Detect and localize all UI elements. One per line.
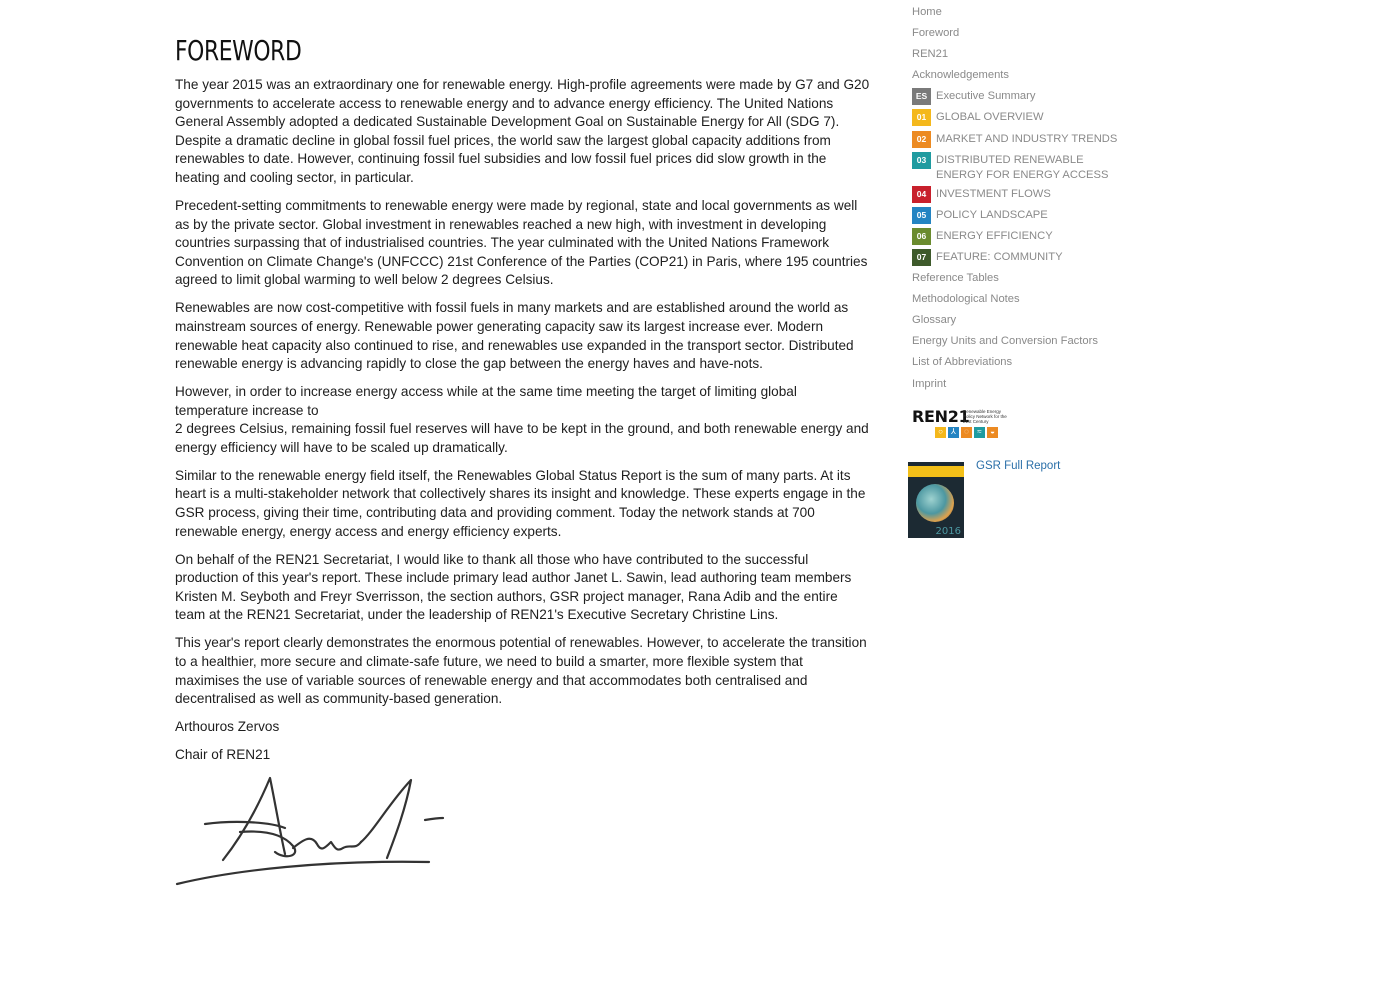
logo-tagline: Renewable Energy Policy Network for the 21st Century: [963, 408, 1007, 424]
cover-band: [908, 466, 964, 477]
nav-item-executive-summary[interactable]: [912, 88, 1152, 109]
paragraph: However, in order to increase energy access while at the same time meeting the target of limiting global temperature increase to 2 degrees Celsius, remaining fossil fuel reserves will have to be kept in the ground, and both renewable energy and energy efficiency will have to be scaled up dramatically.: [175, 384, 869, 455]
nav-label: Reference Tables: [912, 272, 999, 285]
nav-item-foreword[interactable]: [912, 25, 1152, 46]
gsr-full-report-link[interactable]: GSR Full Report: [976, 459, 1061, 472]
nav-label: Acknowledgements: [912, 69, 1010, 82]
chapter-badge: 06: [912, 228, 931, 245]
nav-item-reference-tables[interactable]: [912, 270, 1152, 291]
paragraph: The year 2015 was an extraordinary one for renewable energy. High-profile agreements were made by G7 and G20 governments to accelerate access to renewable energy and to advance energy efficiency. The United Nations General Assembly adopted a dedicated Sustainable Development Goal on Sustainable Energy for All (SDG 7). Despite a dramatic decline in global fossil fuel prices, the world saw the largest global capacity additions from renewables to date. However, continuing fossil fuel subsidies and low fossil fuel prices did slow growth in the heating and cooling sector, in particular.: [175, 77, 870, 185]
chapter-badge: 04: [912, 186, 931, 203]
nav-label: Methodological Notes: [912, 293, 1020, 306]
chapter-badge: 01: [912, 109, 931, 126]
nav-item-home[interactable]: [912, 4, 1152, 25]
paragraph: Renewables are now cost-competitive with fossil fuels in many markets and are established around the world as mainstream sources of energy. Renewable power generating capacity saw its largest increase ever. Modern renewable heat capacity also continued to rise, and renewables use expanded in the transport sector. Distributed renewable energy is advancing rapidly to close the gap between the energy haves and have-nots.: [175, 300, 854, 372]
paragraph: On behalf of the REN21 Secretariat, I would like to thank all those who have contributed to the successful production of this year's report. These include primary lead author Janet L. Sawin, lead authoring team members Kristen M. Seyboth and Freyr Sverrisson, the section authors, GSR project manager, Rana Adib and the entire team at the REN21 Secretariat, under the leadership of REN21's Executive Secretary Christine Lins.: [175, 551, 852, 623]
nav-item-feature-community[interactable]: [912, 249, 1152, 270]
nav-label: REN21: [912, 48, 949, 61]
water-icon: ≈: [974, 427, 985, 438]
page-title: FOREWORD: [175, 34, 302, 67]
nav-item-abbreviations[interactable]: [912, 354, 1152, 375]
paragraph: This year's report clearly demonstrates the enormous potential of renewables. However, to accelerate the transition to a healthier, more secure and climate-safe future, we need to build a smarter, more flexible system that maximises the use of variable sources of renewable energy and that accommodates both centralised and decentralised as well as community-based generation.: [175, 635, 867, 707]
nav-item-investment-flows[interactable]: [912, 186, 1152, 207]
sidebar-nav: [912, 4, 1152, 542]
geothermal-icon: ◒: [987, 427, 998, 438]
nav-label: INVESTMENT FLOWS: [936, 187, 1051, 200]
cover-year: 2016: [935, 525, 961, 537]
nav-item-acknowledgements[interactable]: [912, 67, 1152, 88]
chapter-badge: 07: [912, 249, 931, 266]
nav-item-methodological-notes[interactable]: [912, 291, 1152, 312]
nav-label: DISTRIBUTED RENEWABLE ENERGY FOR ENERGY ACCESS: [936, 153, 1109, 181]
nav-item-market-industry-trends[interactable]: [912, 131, 1152, 152]
ren21-logo[interactable]: [912, 407, 1152, 447]
sun-icon: ○: [935, 427, 946, 438]
paragraph: Similar to the renewable energy field itself, the Renewables Global Status Report is the sum of many parts. At its heart is a multi-stakeholder network that collectively shares its insight and knowledge. These experts engage in the GSR process, giving their time, contributing data and providing comment. Today the network stands at 700 renewable energy, energy access and energy efficiency experts.: [175, 467, 866, 539]
nav-item-global-overview[interactable]: [912, 109, 1152, 130]
nav-label: Imprint: [912, 377, 947, 390]
gsr-full-report: [912, 459, 1152, 542]
nav-label: Executive Summary: [936, 90, 1036, 103]
nav-item-imprint[interactable]: [912, 376, 1152, 397]
nav-item-policy-landscape[interactable]: [912, 207, 1152, 228]
chapter-badge: 03: [912, 152, 931, 169]
bio-icon: ◌: [961, 427, 972, 438]
chapter-badge: ES: [912, 88, 931, 105]
logo-wordmark: REN21: [912, 406, 970, 426]
nav-label: MARKET AND INDUSTRY TRENDS: [936, 132, 1118, 145]
nav-label: Glossary: [912, 314, 957, 327]
nav-item-ren21[interactable]: [912, 46, 1152, 67]
wind-icon: ⅄: [948, 427, 959, 438]
chapter-badge: 02: [912, 131, 931, 148]
nav-label: POLICY LANDSCAPE: [936, 208, 1048, 221]
nav-item-distributed-renewable-energy[interactable]: [912, 152, 1152, 186]
author-role: Chair of REN21: [175, 747, 271, 763]
nav-label: FEATURE: COMMUNITY: [936, 250, 1063, 263]
nav-label: List of Abbreviations: [912, 356, 1013, 369]
main-content: [175, 30, 870, 892]
globe-image: [916, 484, 954, 522]
signature: [175, 772, 455, 892]
nav-item-glossary[interactable]: [912, 312, 1152, 333]
report-cover-image[interactable]: [908, 462, 964, 538]
nav-item-energy-units[interactable]: [912, 333, 1152, 354]
nav-label: GLOBAL OVERVIEW: [936, 111, 1044, 124]
nav-label: Energy Units and Conversion Factors: [912, 335, 1098, 348]
nav-label: Home: [912, 6, 942, 18]
logo-icons: [935, 427, 998, 438]
author-name: Arthouros Zervos: [175, 719, 280, 735]
nav-label: ENERGY EFFICIENCY: [936, 229, 1053, 242]
nav-item-energy-efficiency[interactable]: [912, 228, 1152, 249]
nav-label: Foreword: [912, 27, 960, 40]
paragraph: Precedent-setting commitments to renewable energy were made by regional, state and local governments as well as by the private sector. Global investment in renewables reached a new high, with investment in developing countries surpassing that of industrialised countries. The year culminated with the United Nations Framework Convention on Climate Change's (UNFCCC) 21st Conference of the Parties (COP21) in Paris, where 195 countries agreed to limit global warming to well below 2 degrees Celsius.: [175, 197, 868, 288]
chapter-badge: 05: [912, 207, 931, 224]
